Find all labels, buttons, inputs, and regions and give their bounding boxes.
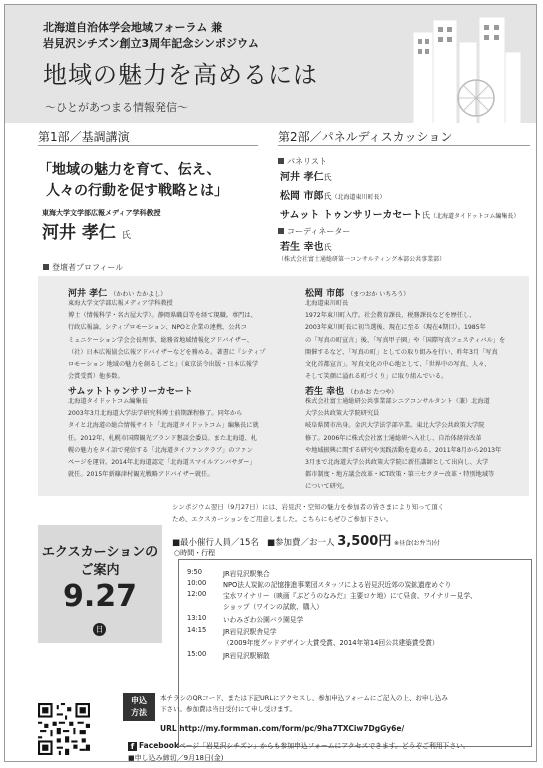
facebook-line: [128, 740, 470, 751]
part1-divider: [38, 145, 258, 146]
keynote-title-line1: 「地域の魅力を育て、伝え、: [38, 162, 221, 178]
profile-kana: （かわい たかよし）: [110, 291, 167, 298]
schedule-time: 13:10: [187, 614, 207, 622]
facebook-text: ページ「岩見沢シチズン」からも参加申込フォームにアクセスできます。どうぞご利用下さい。: [178, 742, 470, 750]
profile-name-text: 河井 孝仁: [68, 289, 108, 299]
profile-line: 行政広報論、シティプロモーション、NPOと企業の連携、公共コ: [68, 324, 247, 332]
keynote-speaker-name: 河井 孝仁: [42, 223, 116, 243]
panelist-name: サムット トゥンサリーカセート: [280, 210, 423, 221]
schedule-desc: JR岩見沢駅集合: [223, 570, 270, 578]
profile-line: 2003年東川町長に初当選後、現在に至る（現在4期目）。1985年: [305, 324, 486, 332]
profile-line: （社）日本広報協会広報アドバイザーなどを務める。著書に『シティプ: [68, 348, 266, 356]
excursion-title-line2: ご案内: [80, 563, 120, 578]
profile-line: ページを運営。2014年北海道認定「北海道スマイルアンバサダー」: [68, 459, 256, 467]
header-banner: [5, 5, 536, 123]
panelist-suffix: 氏: [323, 192, 332, 201]
schedule-time: 12:00: [187, 590, 207, 598]
fee-value: 3,500円: [337, 534, 392, 549]
page-subtitle: ～ひとがあつまる情報発信～: [45, 101, 188, 114]
facebook-icon[interactable]: f: [128, 742, 137, 751]
part2-heading: 第2部／パネルディスカッション: [278, 130, 453, 144]
panelist-label-text: パネリスト: [287, 157, 327, 166]
profile-body: [305, 396, 501, 494]
profile-line: 北海道東川町長: [305, 300, 349, 307]
profile-line: 2003年3月北海道大学法学研究科博士前期課程修了。同年から: [68, 410, 243, 418]
profile-line: 開催するなど、「写真の町」としての取り組みを行い、昨年3月「写真: [305, 348, 498, 356]
coordinator: [280, 238, 331, 253]
schedule-time: 9:50: [187, 568, 203, 576]
keynote-title: [38, 160, 228, 202]
profile-line: 就任。2015年新篠津村観光戦略アドバイザー就任。: [68, 471, 214, 479]
keynote-speaker: [42, 218, 131, 243]
profile-line: 都市制度・地方議会改革・ICT政策・第三セクター改革・特別地域等: [305, 471, 495, 479]
excursion-title-line1: エクスカーションの: [41, 545, 159, 560]
schedule-desc: JR岩見沢駅解散: [223, 652, 270, 660]
excursion-intro-line1: シンポジウム翌日（9月27日）には、岩見沢・空知の魅力を参加者の皆さまにより知って頂く: [172, 503, 445, 511]
schedule-desc: ショップ（ワインの試飲、購入）: [223, 603, 323, 611]
profile-line: や地域振興に関する研究や実践活動を進める。2011年8月から2013年: [305, 446, 502, 454]
profile-name-text: 松岡 市郎: [305, 289, 345, 299]
panelist-2: [280, 187, 386, 202]
excursion-box: [38, 525, 162, 643]
profile-body: [305, 298, 505, 383]
profile-line: 3月まで北海道大学公共政策大学院に新任講師として出向し、大学: [305, 459, 489, 467]
apply-url-link[interactable]: URL http://my.formman.com/form/pc/9ha7TXCiw7DgGy6e/: [160, 724, 405, 733]
coordinator-affiliation: （株式会社富士通総研第一コンサルティング本部公共事業部）: [278, 256, 446, 263]
profile-line: 博士（情報科学・名古屋大学）。静岡県職員等を経て現職。専門は、: [68, 312, 257, 320]
profile-body: [68, 396, 259, 481]
schedule-desc: NPO法人炭鉱の記憶推進事業団スタッフによる岩見沢近郊の炭鉱遺産めぐり: [223, 581, 452, 589]
panelist-affiliation: （北海道東川町長）: [331, 194, 386, 201]
qr-code[interactable]: [38, 703, 90, 755]
profile-box: [38, 276, 529, 496]
schedule-heading: ○時間・行程: [174, 549, 216, 557]
apply-text-line2: 下さい。参加費は当日受付にて申し受けます。: [160, 705, 296, 713]
coordinator-suffix: 氏: [323, 243, 332, 252]
profile-line: 株式会社富士通総研公共事業部シニアコンサルタント（兼）北海道: [305, 398, 490, 405]
schedule-table: [178, 559, 532, 747]
schedule-time: 15:00: [187, 650, 207, 658]
profile-line: 修了。2006年に株式会社富士通総研へ入社し、自治体経営改革: [305, 434, 482, 442]
profile-line: 岐阜県関市出身。金沢大学法学部卒業。東北大学公共政策大学院: [305, 422, 485, 430]
part2-divider: [278, 145, 530, 146]
schedule-desc: 宝水ワイナリー（映画『ぶどうのなみだ』主要ロケ地）にて昼食、ワイナリー見学、: [223, 592, 477, 600]
fee-note: ※昼食(お弁当)付: [394, 540, 440, 547]
keynote-speaker-suffix: 氏: [121, 231, 131, 241]
city-illustration: [394, 13, 524, 123]
profile-line: 東海大学文学部広報メディア学科教授: [68, 300, 173, 307]
profile-line: 大学公共政策大学院研究員: [305, 410, 380, 418]
profile-line: 会賞受賞）他多数。: [68, 373, 124, 381]
coordinator-name: 若生 幸也: [280, 242, 324, 253]
profile-line: ミュニケーション学会会長理事、総務省地域情報化アドバイザー、: [68, 336, 253, 344]
square-bullet-icon: [278, 228, 284, 234]
profile-line: タイと北海道の総合情報サイト「北海道タイドットコム」編集長に就: [68, 422, 259, 430]
fee-label: ■参加費／お一人: [266, 538, 335, 548]
header-event-name: 岩見沢シチズン創立3周年記念シンポジウム: [43, 37, 259, 50]
profile-kana: （まつおか いちろう）: [347, 291, 410, 298]
schedule-desc: JR岩見沢駅舎見学: [223, 628, 277, 636]
header-organizer: 北海道自治体学会地域フォーラム 兼: [43, 21, 223, 34]
panelist-1: [280, 168, 331, 183]
schedule-desc: （2009年度グッドデザイン大賞受賞、2014年第14回公共建築賞受賞）: [223, 639, 439, 647]
profile-line: について研究。: [305, 483, 349, 491]
apply-badge-line1: 申込: [131, 696, 147, 705]
profile-heading: [43, 262, 123, 273]
square-bullet-icon: [278, 158, 284, 164]
excursion-day-badge: 日: [93, 623, 106, 636]
schedule-desc: いわみざわ公園バラ園見学: [223, 616, 304, 624]
excursion-date: 9.27: [62, 579, 138, 614]
keynote-title-line2: 人々の行動を促す戦略とは」: [46, 183, 228, 199]
profile-line: そして笑顔に溢れる町づくり」に取り組んでいる。: [305, 373, 448, 381]
coordinator-label: [278, 226, 350, 237]
application-deadline: ■申し込み締切／9月18日(金): [128, 754, 224, 762]
coordinator-label-text: コーディネーター: [287, 227, 351, 236]
schedule-time: 14:15: [187, 626, 207, 634]
square-bullet-icon: [43, 264, 49, 270]
panelist-affiliation: （北海道タイドットコム編集長）: [430, 213, 520, 220]
profile-line: ロモーション 地域の魅力を創るしごと』（東京法令出版・日本広報学: [68, 361, 259, 369]
profile-line: 北海道タイドットコム編集長: [68, 398, 148, 405]
profile-line: 幌の魅力をタイ語で発信する「北海道タイファンクラブ」のファン: [68, 446, 253, 454]
profile-line: 文化首都宣言」。写真文化の中心地として、「世界中の写真、人々、: [305, 361, 491, 369]
schedule-time: 10:00: [187, 579, 207, 587]
profile-heading-text: 登壇者プロフィール: [52, 263, 124, 272]
apply-method-badge: [123, 693, 155, 721]
profile-line: 1972年東川町入庁。社会教育課長、税務課長などを歴任し、: [305, 312, 476, 320]
facebook-link[interactable]: Facebook: [139, 741, 179, 750]
panelist-suffix: 氏: [323, 173, 332, 182]
profile-line: 任。2012年、札幌市国際観光ブランド懇談会委員。また北海道、札: [68, 434, 257, 442]
panelist-suffix: 氏: [422, 211, 431, 220]
panelist-name: 河井 孝仁: [280, 172, 324, 183]
page-title: 地域の魅力を高めるには: [43, 61, 318, 89]
capacity-label: ■最小催行人員／15名: [172, 538, 259, 548]
excursion-intro-line2: ため、エクスカーションをご用意しました。こちらにもぜひご参加下さい。: [172, 515, 393, 523]
apply-badge-line2: 方法: [131, 708, 147, 717]
profile-body: [68, 298, 265, 383]
profile-name-text: サムットトゥンサリーカセート: [68, 387, 193, 397]
excursion-capacity-fee: [172, 530, 440, 549]
panelist-3: [280, 206, 519, 221]
profile-line: の「写真の町宣言」後、「写真甲子園」や「国際写真フェスティバル」を: [305, 336, 506, 344]
apply-text-line1: 本チラシのQRコード、または下記URLにアクセスし、参加申込フォームにご記入の上、お申し込み: [160, 694, 448, 702]
part1-heading: 第1部／基調講演: [38, 130, 130, 144]
panelist-name: 松岡 市郎: [280, 191, 324, 202]
profile-kana: （わかお たつや）: [347, 389, 398, 396]
panelist-label: [278, 156, 327, 167]
profile-name-text: 若生 幸也: [305, 387, 345, 397]
keynote-speaker-affiliation: 東海大学文学部広報メディア学科教授: [42, 209, 161, 217]
